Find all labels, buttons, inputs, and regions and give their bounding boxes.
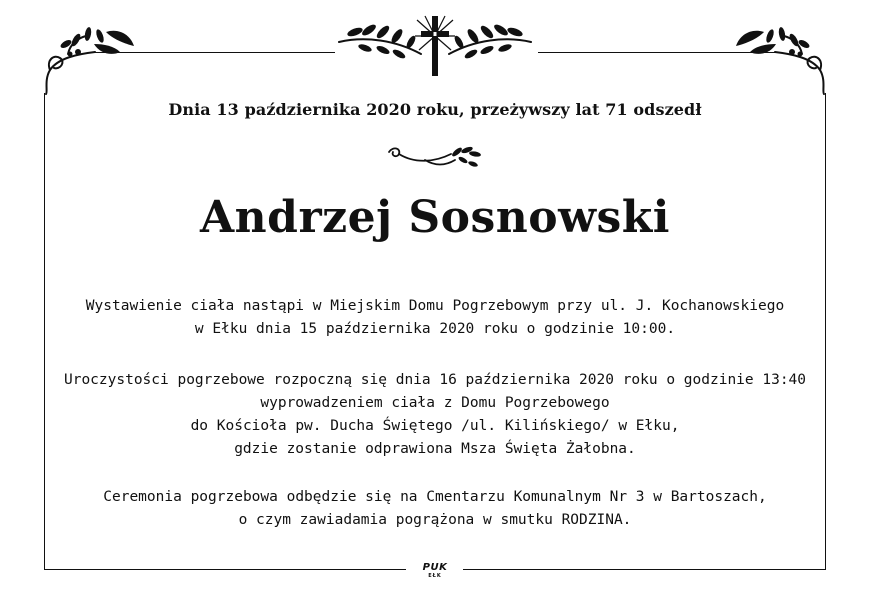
paragraph-line: Uroczystości pogrzebowe rozpoczną się dnia 16 października 2020 roku o godzinie 13:40 <box>63 372 807 388</box>
paragraph-line: o czym zawiadamia pogrążona w smutku RODZINA. <box>238 512 632 528</box>
paragraph-line: Wystawienie ciała nastąpi w Miejskim Domu Pogrzebowym przy ul. J. Kochanowskiego <box>85 298 785 314</box>
burial-paragraph <box>50 486 820 532</box>
paragraph-line: do Kościoła pw. Ducha Świętego /ul. Kilińskiego/ w Ełku, <box>190 418 680 434</box>
frame-bottom-right-line <box>463 569 826 570</box>
corner-flourish-icon <box>722 14 832 96</box>
corner-flourish-icon <box>38 14 148 96</box>
paragraph-line: gdzie zostanie odprawiona Msza Święta Żałobna. <box>234 441 636 457</box>
ceremony-paragraph <box>50 369 820 461</box>
paragraph-line: wyprowadzeniem ciała z Domu Pogrzebowego <box>260 395 610 411</box>
divider-flourish-icon <box>385 142 485 172</box>
paragraph-line: w Ełku dnia 15 października 2020 roku o godzinie 10:00. <box>194 321 676 337</box>
deceased-name: Andrzej Sosnowski <box>200 192 670 243</box>
frame-left-line <box>44 93 45 570</box>
company-logo <box>412 563 458 579</box>
frame-bottom-left-line <box>44 569 406 570</box>
frame-right-line <box>825 93 826 570</box>
logo-subtext: EŁK <box>428 573 442 579</box>
viewing-paragraph <box>50 295 820 341</box>
paragraph-line: Ceremonia pogrzebowa odbędzie się na Cmentarzu Komunalnym Nr 3 w Bartoszach, <box>103 489 767 505</box>
logo-text: PUK <box>422 562 448 573</box>
announcement-date-line: Dnia 13 października 2020 roku, przeżywszy lat 71 odszedł <box>168 100 702 119</box>
cross-icon <box>413 14 457 78</box>
